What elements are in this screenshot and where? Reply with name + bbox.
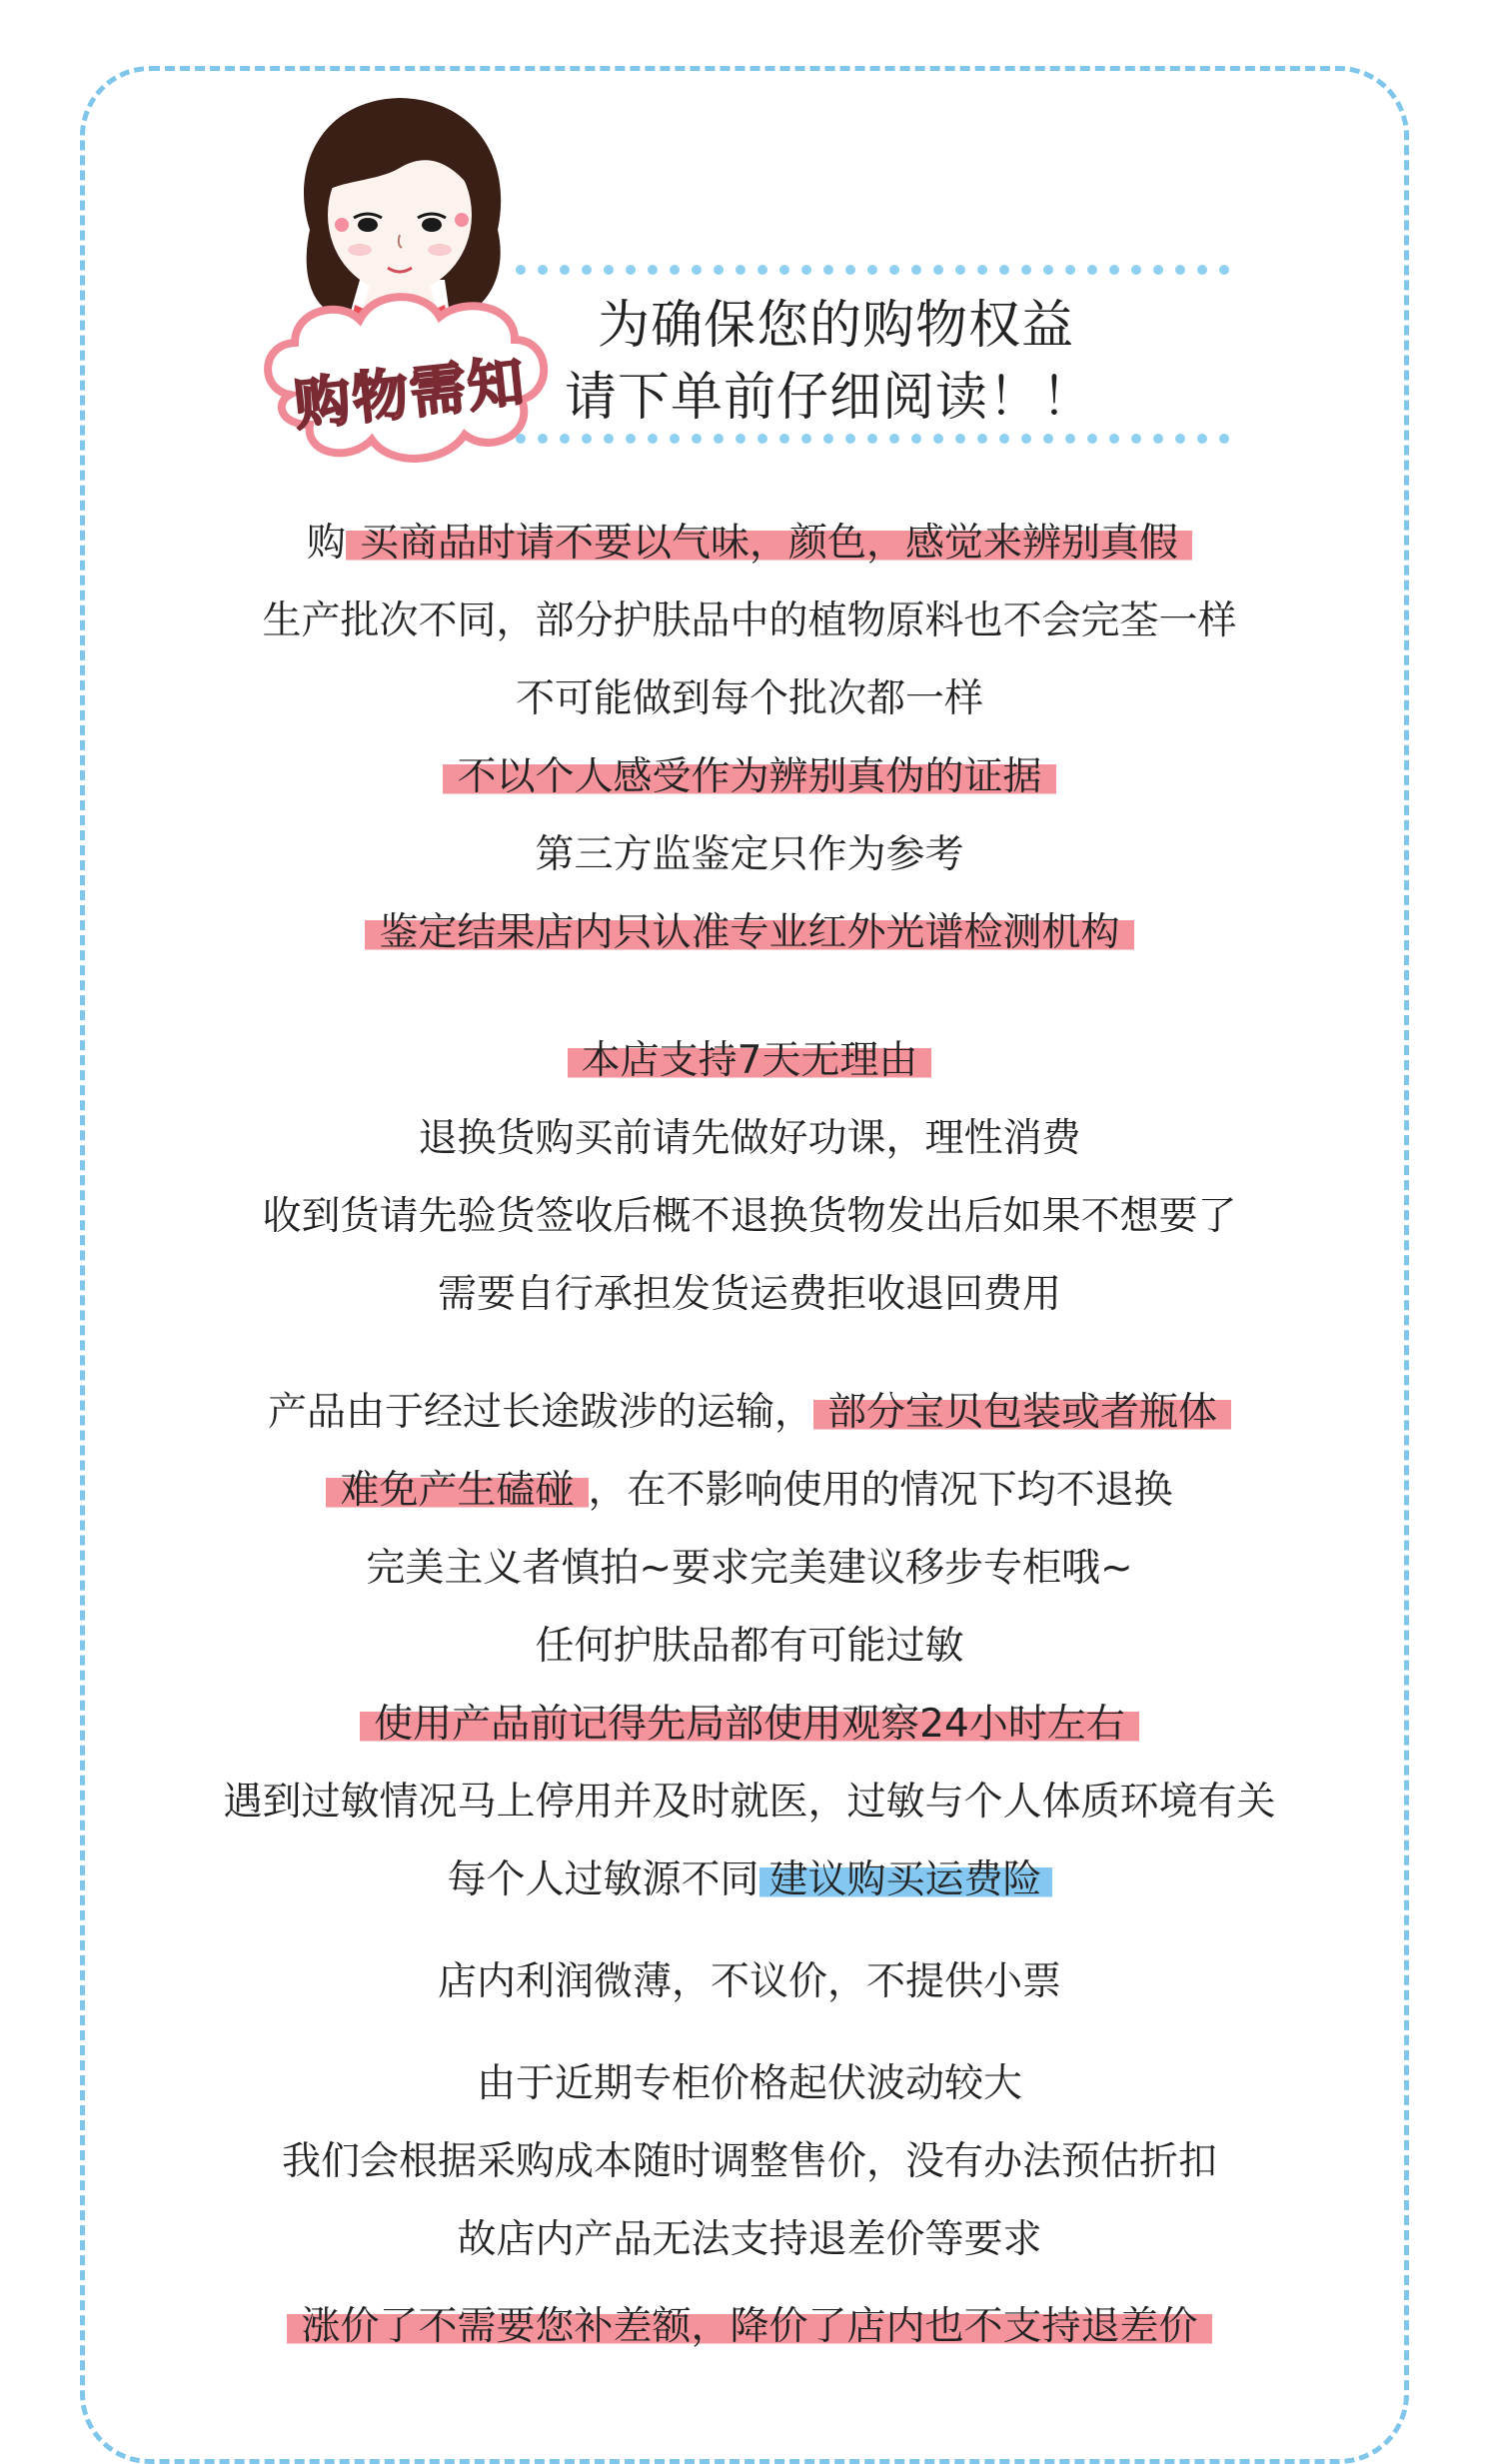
spacer — [0, 2021, 1499, 2045]
line-highlight: 使用产品前记得先局部使用观察24小时左右 — [360, 1702, 1139, 1747]
notice-line — [0, 1686, 1499, 1764]
line-highlight-blue: 建议购买运费险 — [759, 1857, 1052, 1902]
spacer — [0, 1334, 1499, 1374]
line-highlight: 本店支持7天无理由 — [568, 1038, 932, 1083]
notice-line — [0, 1842, 1499, 1919]
spacer — [0, 1919, 1499, 1943]
notice-content — [0, 505, 1499, 2279]
header-title — [565, 290, 1264, 434]
title-line-1: 为确保您的购物权益 — [598, 296, 1075, 356]
title-line-2: 请下单前仔细阅读！！ — [565, 368, 1095, 428]
notice-line: 需要自行承担发货运费拒收退回费用 — [437, 1272, 1061, 1317]
line-highlight: 难免产生磕碰 — [326, 1468, 588, 1513]
notice-line — [0, 1022, 1499, 1100]
notice-line: 收到货请先验货签收后概不退换货物发出后如果不想要了 — [262, 1194, 1237, 1239]
line-text: 购 — [306, 521, 346, 566]
notice-line — [0, 1452, 1499, 1530]
notice-line: 由于近期专柜价格起伏波动较大 — [476, 2061, 1022, 2106]
notice-line: 故店内产品无法支持退差价等要求 — [457, 2217, 1042, 2262]
dotted-line-top — [515, 264, 1239, 276]
notice-line — [0, 1374, 1499, 1452]
notice-line: 生产批次不同，部分护肤品中的植物原料也不会完荃一样 — [262, 599, 1237, 643]
line-highlight: 鉴定结果店内只认准专业红外光谱检测机构 — [365, 910, 1133, 955]
notice-line: 遇到过敏情况马上停用并及时就医，过敏与个人体质环境有关 — [223, 1780, 1276, 1825]
spacer — [0, 972, 1499, 1022]
notice-line: 店内利润微薄，不议价，不提供小票 — [437, 1959, 1061, 2004]
notice-header — [0, 0, 1499, 480]
notice-line — [0, 505, 1499, 583]
notice-line: 我们会根据采购成本随时调整售价，没有办法预估折扣 — [281, 2139, 1217, 2184]
notice-line: 退换货购买前请先做好功课，理性消费 — [418, 1116, 1081, 1161]
notice-line — [0, 894, 1499, 972]
line-highlight: 买商品时请不要以气味，颜色，感觉来辨别真假 — [346, 521, 1192, 566]
line-highlight: 部分宝贝包装或者瓶体 — [813, 1390, 1231, 1435]
dotted-line-bottom — [515, 433, 1239, 445]
line-highlight: 不以个人感受作为辨别真伪的证据 — [443, 754, 1055, 799]
notice-line: 完美主义者慎拍~要求完美建议移步专柜哦~ — [366, 1546, 1133, 1591]
badge-label: 购物需知 — [291, 350, 530, 439]
line-text: 产品由于经过长途跋涉的运输， — [267, 1390, 813, 1435]
line-highlight: 涨价了不需要您补差额，降价了店内也不支持退差价 — [287, 2304, 1211, 2349]
notice-line — [0, 738, 1499, 816]
notice-line: 任何护肤品都有可能过敏 — [535, 1624, 964, 1669]
line-text: ，在不影响使用的情况下均不退换 — [588, 1468, 1173, 1513]
notice-line-cut — [0, 2288, 1499, 2366]
notice-line: 不可能做到每个批次都一样 — [515, 676, 983, 721]
line-text: 每个人过敏源不同 — [447, 1857, 759, 1902]
notice-line: 第三方监鉴定只作为参考 — [535, 832, 964, 877]
